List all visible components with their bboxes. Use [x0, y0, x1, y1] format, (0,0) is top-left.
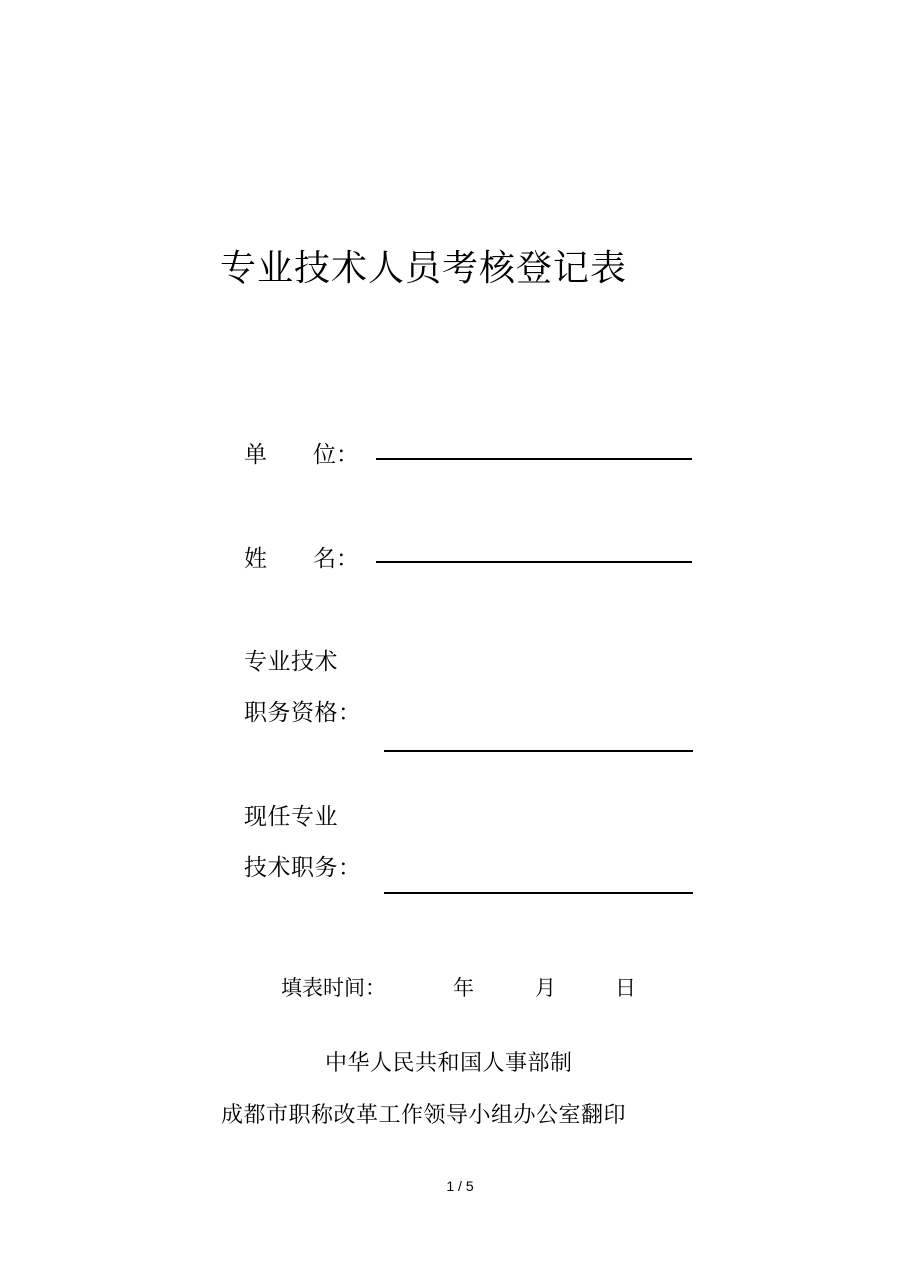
fill-date-year: 年: [453, 976, 474, 1000]
name-field[interactable]: [376, 561, 692, 563]
issuer-line: 中华人民共和国人事部制: [325, 1051, 573, 1076]
reprint-line: 成都市职称改革工作领导小组办公室翻印: [221, 1103, 627, 1128]
current-position-label-line1: 现任专业: [244, 804, 338, 830]
fill-date-label: 填表时间：: [281, 976, 386, 1000]
current-position-field[interactable]: [384, 892, 693, 894]
name-label: [244, 540, 359, 573]
unit-label-char2: 位：: [313, 442, 359, 468]
name-label-char2: 名：: [313, 546, 359, 572]
fill-date-day: 日: [615, 976, 636, 1000]
current-position-label-line2: 技术职务：: [244, 855, 362, 881]
qualification-label-line1: 专业技术: [244, 649, 338, 675]
page-number: 1 / 5: [446, 1178, 474, 1194]
unit-label: [244, 436, 359, 469]
unit-label-char1: 单: [244, 442, 267, 468]
qualification-label-line2: 职务资格：: [244, 700, 362, 726]
fill-date-month: 月: [535, 976, 556, 1000]
page-title: 专业技术人员考核登记表: [220, 248, 628, 289]
qualification-field[interactable]: [384, 750, 693, 752]
unit-field[interactable]: [376, 458, 692, 460]
name-label-char1: 姓: [244, 546, 267, 572]
